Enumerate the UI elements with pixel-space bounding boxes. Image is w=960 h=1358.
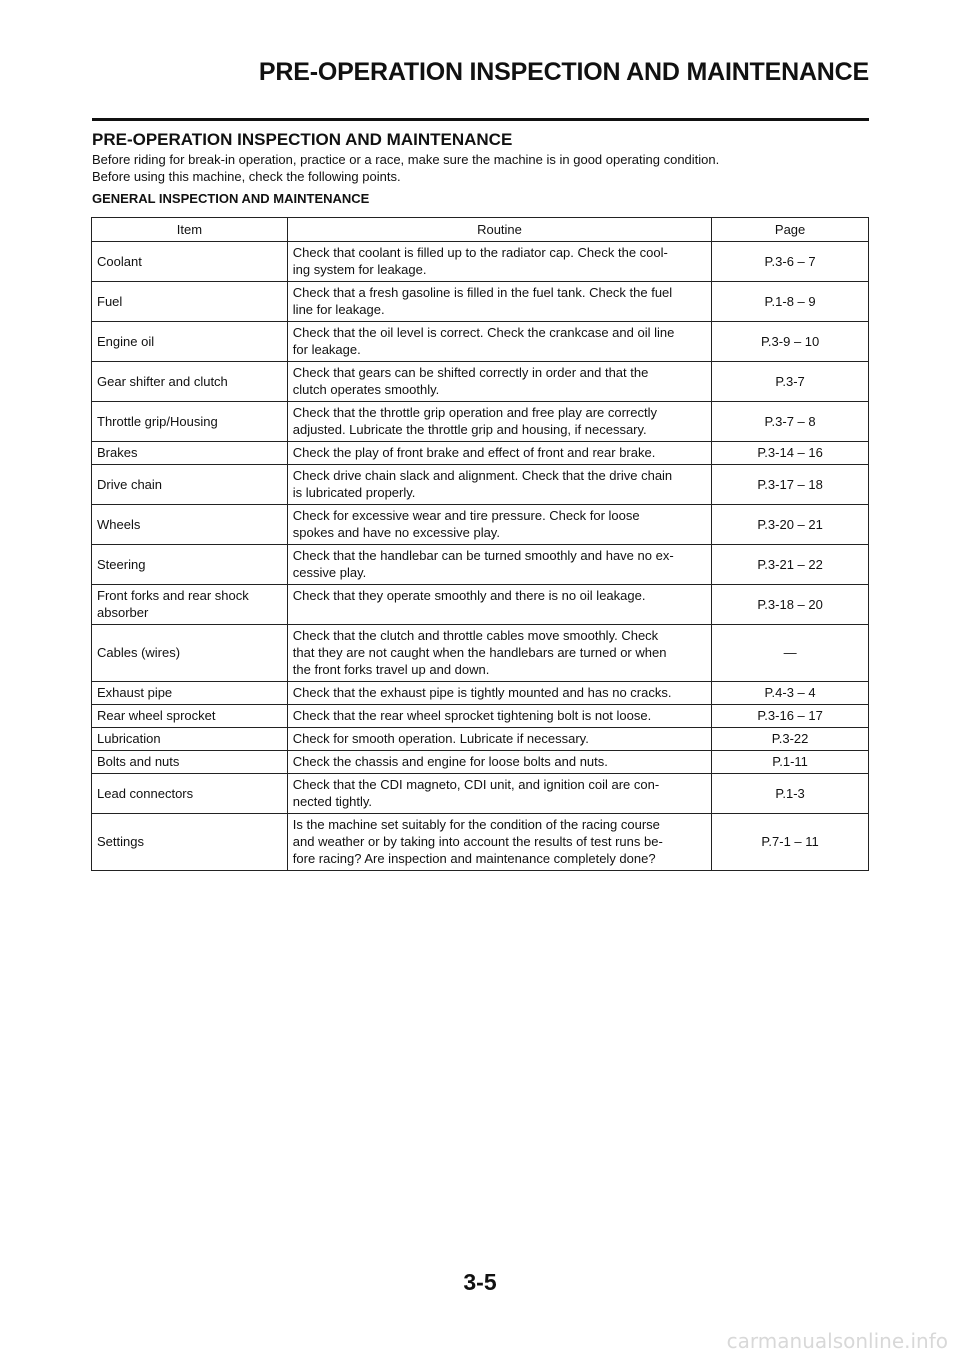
cell-routine	[287, 362, 711, 402]
cell-item-line: Brakes	[97, 445, 138, 460]
cell-routine-line: Check that the clutch and throttle cables move smoothly. Check	[292, 628, 659, 643]
cell-item-line: Fuel	[97, 293, 123, 309]
cell-page: P.4-3 – 4	[712, 682, 869, 705]
cell-page: P.3-14 – 16	[712, 442, 869, 465]
cell-routine-line: fore racing? Are inspection and maintenance completely done?	[292, 851, 656, 866]
intro-line: Before using this machine, check the following points.	[92, 169, 401, 184]
cell-page: P.3-17 – 18	[712, 465, 869, 505]
cell-routine-line: Check that coolant is filled up to the radiator cap. Check the cool-	[292, 245, 668, 260]
cell-item-line: Wheels	[97, 516, 141, 532]
table-row	[92, 242, 869, 282]
cell-routine-line: is lubricated properly.	[292, 485, 416, 500]
cell-routine	[287, 774, 711, 814]
cell-item-line: Coolant	[97, 253, 142, 269]
cell-item	[92, 705, 288, 728]
cell-routine-line: clutch operates smoothly.	[292, 382, 440, 397]
table-row	[92, 751, 869, 774]
cell-item-line: Front forks and rear shock	[97, 588, 249, 603]
cell-routine-line: Check for excessive wear and tire pressure. Check for loose	[292, 508, 640, 523]
cell-page: P.1-3	[712, 774, 869, 814]
cell-item-line: Steering	[97, 556, 146, 572]
cell-routine-line: Check the play of front brake and effect of front and rear brake.	[292, 445, 656, 460]
cell-item-line: Exhaust pipe	[97, 685, 173, 700]
cell-routine	[287, 705, 711, 728]
cell-routine-line: adjusted. Lubricate the throttle grip and housing, if necessary.	[292, 422, 647, 437]
cell-page: P.7-1 – 11	[712, 814, 869, 871]
cell-routine	[287, 751, 711, 774]
cell-routine	[287, 442, 711, 465]
table-row	[92, 728, 869, 751]
cell-routine-line: nected tightly.	[292, 794, 373, 809]
cell-item	[92, 751, 288, 774]
cell-routine-line: line for leakage.	[292, 302, 385, 317]
cell-routine	[287, 322, 711, 362]
cell-routine	[287, 242, 711, 282]
column-header-routine: Routine	[287, 218, 711, 242]
cell-item	[92, 545, 288, 585]
cell-routine-line: and weather or by taking into account the results of test runs be-	[292, 834, 663, 849]
table-row	[92, 505, 869, 545]
cell-routine-line: Check that the throttle grip operation and free play are correctly	[292, 405, 657, 420]
cell-item-line: Engine oil	[97, 333, 155, 349]
cell-routine-line: Check for smooth operation. Lubricate if necessary.	[292, 731, 589, 746]
table-row	[92, 682, 869, 705]
cell-item-line: absorber	[97, 605, 149, 620]
cell-page: P.3-16 – 17	[712, 705, 869, 728]
cell-routine	[287, 814, 711, 871]
cell-routine-line: Check that the handlebar can be turned smoothly and have no ex-	[292, 548, 674, 563]
intro-line: Before riding for break-in operation, practice or a race, make sure the machine is in good operating condition.	[92, 152, 720, 167]
column-header-item: Item	[92, 218, 288, 242]
table-row	[92, 465, 869, 505]
column-header-page: Page	[712, 218, 869, 242]
cell-page: —	[712, 625, 869, 682]
cell-routine-line: Check the chassis and engine for loose bolts and nuts.	[292, 754, 608, 769]
cell-routine	[287, 505, 711, 545]
cell-item	[92, 682, 288, 705]
cell-routine-line: ing system for leakage.	[292, 262, 427, 277]
cell-page: P.3-21 – 22	[712, 545, 869, 585]
table-row	[92, 322, 869, 362]
cell-routine-line: Check that the rear wheel sprocket tightening bolt is not loose.	[292, 708, 652, 723]
cell-item-line: Drive chain	[97, 476, 163, 492]
intro-text	[92, 151, 719, 185]
cell-page: P.3-20 – 21	[712, 505, 869, 545]
table-row	[92, 362, 869, 402]
table-row	[92, 585, 869, 625]
cell-item	[92, 585, 288, 625]
cell-routine-line: Check that the CDI magneto, CDI unit, and ignition coil are con-	[292, 777, 660, 792]
table-row	[92, 545, 869, 585]
cell-item-line: Lead connectors	[97, 785, 194, 801]
cell-routine	[287, 585, 711, 625]
cell-routine	[287, 402, 711, 442]
cell-routine-line: for leakage.	[292, 342, 361, 357]
table-row	[92, 774, 869, 814]
cell-item	[92, 814, 288, 871]
cell-item	[92, 625, 288, 682]
cell-page: P.1-11	[712, 751, 869, 774]
page-header-title: PRE-OPERATION INSPECTION AND MAINTENANCE	[258, 58, 869, 86]
cell-routine	[287, 282, 711, 322]
cell-item	[92, 465, 288, 505]
cell-item	[92, 402, 288, 442]
cell-page: P.3-18 – 20	[712, 585, 869, 625]
table-row	[92, 705, 869, 728]
cell-item-line: Throttle grip/Housing	[97, 413, 218, 429]
cell-item	[92, 362, 288, 402]
cell-routine-line: spokes and have no excessive play.	[292, 525, 500, 540]
cell-routine	[287, 682, 711, 705]
cell-item-line: Lubrication	[97, 731, 161, 746]
cell-routine	[287, 728, 711, 751]
cell-item	[92, 282, 288, 322]
cell-routine-line: Is the machine set suitably for the condition of the racing course	[292, 817, 660, 832]
cell-routine-line: Check that the exhaust pipe is tightly mounted and has no cracks.	[292, 685, 672, 700]
cell-routine	[287, 465, 711, 505]
cell-page: P.1-8 – 9	[712, 282, 869, 322]
cell-item-line: Rear wheel sprocket	[97, 708, 216, 723]
table-row	[92, 814, 869, 871]
cell-item-line: Cables (wires)	[97, 645, 181, 660]
inspection-table	[91, 217, 869, 871]
cell-item	[92, 505, 288, 545]
page-number: 3-5	[463, 1269, 497, 1295]
cell-routine	[287, 625, 711, 682]
cell-item	[92, 728, 288, 751]
header-divider	[92, 118, 869, 121]
cell-routine-line: Check that the oil level is correct. Check the crankcase and oil line	[292, 325, 675, 340]
table-row	[92, 442, 869, 465]
table-header-row	[92, 218, 869, 242]
cell-routine-line: Check drive chain slack and alignment. Check that the drive chain	[292, 468, 673, 483]
cell-page: P.3-7	[712, 362, 869, 402]
cell-page: P.3-7 – 8	[712, 402, 869, 442]
cell-item	[92, 322, 288, 362]
cell-page: P.3-22	[712, 728, 869, 751]
cell-page: P.3-9 – 10	[712, 322, 869, 362]
cell-routine	[287, 545, 711, 585]
cell-item-line: Gear shifter and clutch	[97, 373, 228, 389]
table-body	[92, 242, 869, 871]
table-subheading: GENERAL INSPECTION AND MAINTENANCE	[92, 191, 370, 206]
cell-item	[92, 774, 288, 814]
cell-item-line: Bolts and nuts	[97, 754, 180, 769]
cell-routine-line: that they are not caught when the handlebars are turned or when	[292, 645, 667, 660]
cell-item	[92, 242, 288, 282]
cell-item	[92, 442, 288, 465]
table-row	[92, 402, 869, 442]
cell-routine-line: cessive play.	[292, 565, 367, 580]
table-row	[92, 625, 869, 682]
watermark: carmanualsonline.info	[726, 1329, 948, 1353]
cell-routine-line: Check that they operate smoothly and there is no oil leakage.	[292, 588, 646, 603]
cell-page: P.3-6 – 7	[712, 242, 869, 282]
cell-routine-line: the front forks travel up and down.	[292, 662, 490, 677]
cell-item-line: Settings	[97, 834, 144, 849]
table-row	[92, 282, 869, 322]
cell-routine-line: Check that gears can be shifted correctly in order and that the	[292, 365, 649, 380]
cell-routine-line: Check that a fresh gasoline is filled in the fuel tank. Check the fuel	[292, 285, 673, 300]
section-title: PRE-OPERATION INSPECTION AND MAINTENANCE	[92, 130, 513, 149]
